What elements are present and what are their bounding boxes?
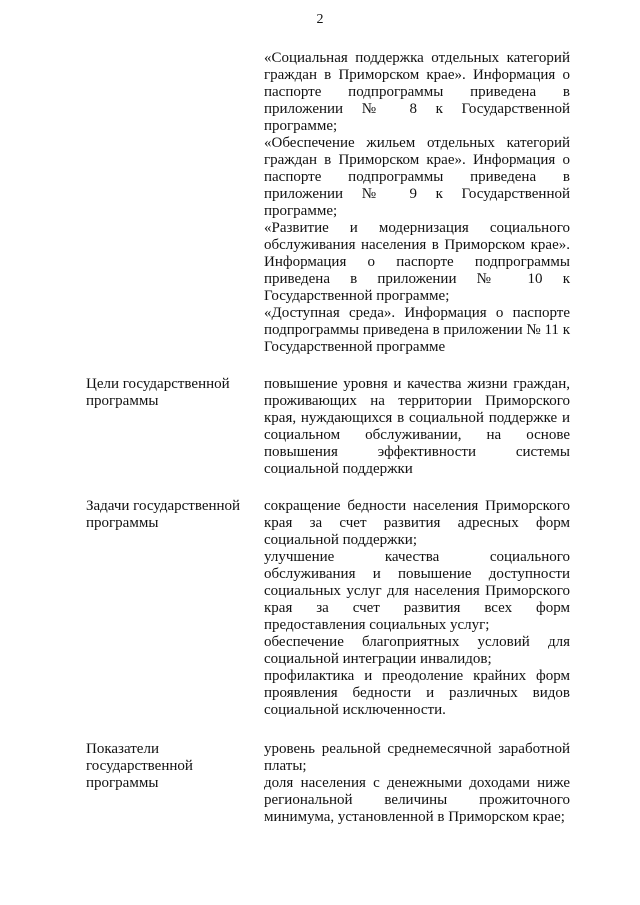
subprogram-item: «Обеспечение жильем отдельных категорий граждан в Приморском крае». Информация о паспорте подпрограммы приведена в приложении № 9 к Государственной программе; — [264, 135, 570, 219]
subprogram-item: «Социальная поддержка отдельных категорий граждан в Приморском крае». Информация о паспорте подпрограммы приведена в приложении № 8 к Государственной программе; — [264, 50, 570, 134]
tasks-description — [264, 498, 570, 719]
indicator-item: доля населения с денежными доходами ниже региональной величины прожиточного минимума, установленной в Приморском крае; — [264, 775, 570, 825]
goals-item: повышение уровня и качества жизни граждан, проживающих на территории Приморского края, нуждающихся в социальной поддержке и социальном обслуживании, на основе повышения эффективности системы социальной поддержки — [264, 376, 570, 477]
indicators-label: Показатели государственной программы — [86, 741, 193, 791]
task-item: сокращение бедности населения Приморского края за счет развития адресных форм социальной поддержки; — [264, 498, 570, 548]
goals-label: Цели государственной программы — [86, 376, 230, 409]
passport-table — [86, 50, 570, 826]
subprograms-list — [264, 50, 570, 356]
task-item: обеспечение благоприятных условий для социальной интеграции инвалидов; — [264, 634, 570, 667]
subprograms-row — [86, 50, 570, 356]
indicators-description — [264, 741, 570, 826]
subprogram-item: «Доступная среда». Информация о паспорте подпрограммы приведена в приложении № 11 к Государственной программе — [264, 305, 570, 355]
tasks-row — [86, 498, 570, 719]
goals-row — [86, 376, 570, 478]
goals-description — [264, 376, 570, 478]
indicators-row — [86, 741, 570, 826]
task-item: улучшение качества социального обслуживания и повышение доступности социальных услуг для населения Приморского края за счет развития всех форм предоставления социальных услуг; — [264, 549, 570, 633]
subprogram-item: «Развитие и модернизация социального обслуживания населения в Приморском крае». Информация о паспорте подпрограммы приведена в приложении № 10 к Государственной программе; — [264, 220, 570, 304]
task-item: профилактика и преодоление крайних форм проявления бедности и различных видов социальной исключенности. — [264, 668, 570, 718]
tasks-label: Задачи государственной программы — [86, 498, 241, 531]
indicator-item: уровень реальной среднемесячной заработной платы; — [264, 741, 570, 774]
page-number: 2 — [316, 12, 324, 27]
